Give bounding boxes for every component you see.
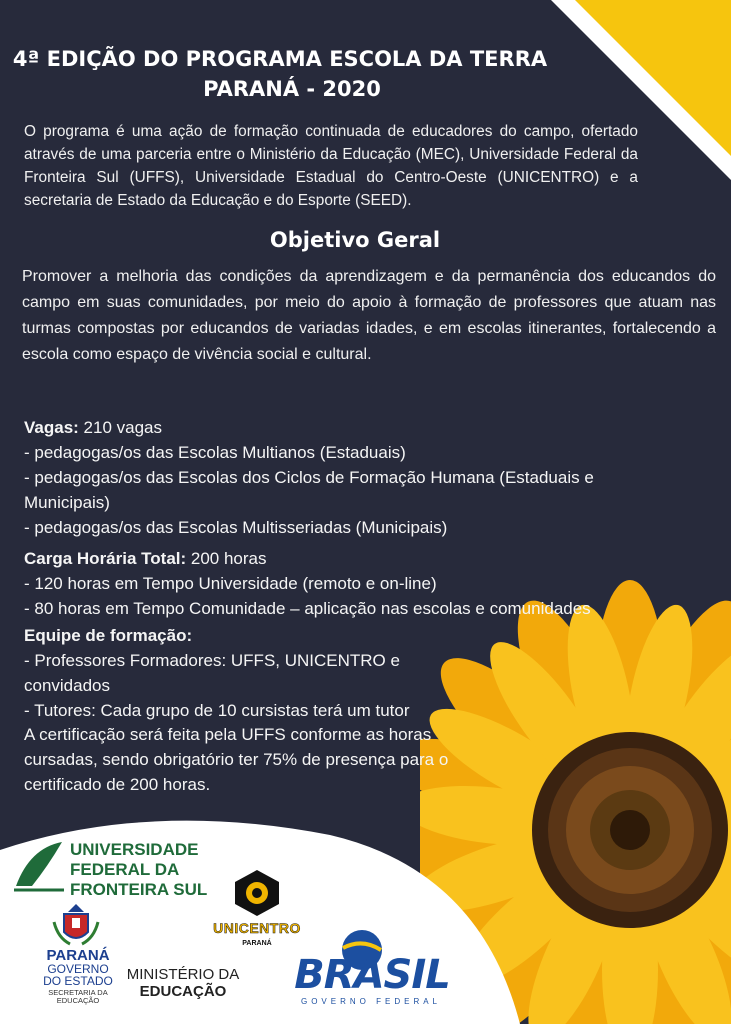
- unicentro-sub-label: PARANÁ: [242, 940, 272, 947]
- vagas-item-1: - pedagogas/os das Escolas Multianos (Estaduais): [24, 443, 406, 462]
- uffs-line-3: FRONTEIRA SUL: [70, 880, 208, 899]
- equipe-item-2: - Tutores: Cada grupo de 10 cursistas terá um tutor: [24, 701, 410, 720]
- vagas-item-2: - pedagogas/os das Escolas dos Ciclos de Formação Humana (Estaduais e Municipais): [24, 468, 594, 512]
- vagas-label: Vagas:: [24, 418, 79, 437]
- uffs-line-2: FEDERAL DA: [70, 860, 180, 879]
- secretaria-label: SECRETARIA DA EDUCAÇÃO: [48, 988, 108, 1005]
- unicentro-label: UNICENTRO: [213, 920, 301, 936]
- vagas-line: [24, 415, 704, 440]
- title-line-2: PARANÁ - 2020: [203, 77, 381, 101]
- equipe-label-text: Equipe de formação:: [24, 626, 193, 645]
- vagas-section: [24, 415, 704, 540]
- carga-section: [24, 546, 704, 621]
- objective-heading: Objetivo Geral: [269, 228, 441, 252]
- equipe-label: [24, 623, 454, 648]
- uffs-line-1: UNIVERSIDADE: [70, 840, 199, 859]
- parana-coat-of-arms-icon: [50, 902, 102, 948]
- equipe-section: [24, 623, 454, 723]
- objective-text: Promover a melhoria das condições da aprendizagem e da permanência dos educandos do campo em suas comunidades, por meio do apoio à formação de professores que atuam nas turmas compostas por educandos de variadas idades, e em escolas itinerantes, fortalecendo a escola como espaço de vivência social e cultural.: [22, 268, 716, 363]
- parana-label: PARANÁ: [46, 947, 110, 964]
- carga-label: Carga Horária Total:: [24, 549, 187, 568]
- mec-line-1: MINISTÉRIO DA: [126, 966, 240, 983]
- mec-line-2: EDUCAÇÃO: [139, 983, 227, 1000]
- intro-paragraph: O programa é uma ação de formação continuada de educadores do campo, ofertado através de uma parceria entre o Ministério da Educação (MEC), Universidade Federal da Fronteira Sul (UFFS), Universidade Estadual do Centro-Oeste (UNICENTRO) e a secretaria de Estado da Educação e do Esporte (SEED).: [24, 123, 638, 209]
- carga-item-1: - 120 horas em Tempo Universidade (remoto e on-line): [24, 574, 437, 593]
- governo-label: GOVERNO: [47, 962, 109, 976]
- uffs-logo: [70, 840, 207, 900]
- unicentro-emblem-icon: [232, 868, 282, 918]
- vagas-item-3: - pedagogas/os das Escolas Multisseriadas (Municipais): [24, 518, 448, 537]
- governo-federal-label: GOVERNO FEDERAL: [300, 997, 441, 1006]
- carga-line: [24, 546, 704, 571]
- do-estado-label: DO ESTADO: [43, 974, 113, 988]
- title-line-1: 4ª EDIÇÃO DO PROGRAMA ESCOLA DA TERRA: [12, 47, 548, 71]
- uffs-leaf-icon: [12, 838, 68, 894]
- vagas-value: 210 vagas: [78, 418, 162, 437]
- brasil-logo: BRASIL: [294, 952, 450, 998]
- equipe-item-1: - Professores Formadores: UFFS, UNICENTRO e convidados: [24, 651, 400, 695]
- certificacao-paragraph: A certificação será feita pela UFFS conforme as horas cursadas, sendo obrigatório ter 75% de presença para o certificado de 200 horas.: [24, 725, 449, 794]
- mec-logo: [118, 966, 248, 1000]
- parana-government-logo: [36, 948, 120, 1005]
- carga-item-2: - 80 horas em Tempo Comunidade – aplicação nas escolas e comunidades: [24, 599, 591, 618]
- carga-value: 200 horas: [186, 549, 267, 568]
